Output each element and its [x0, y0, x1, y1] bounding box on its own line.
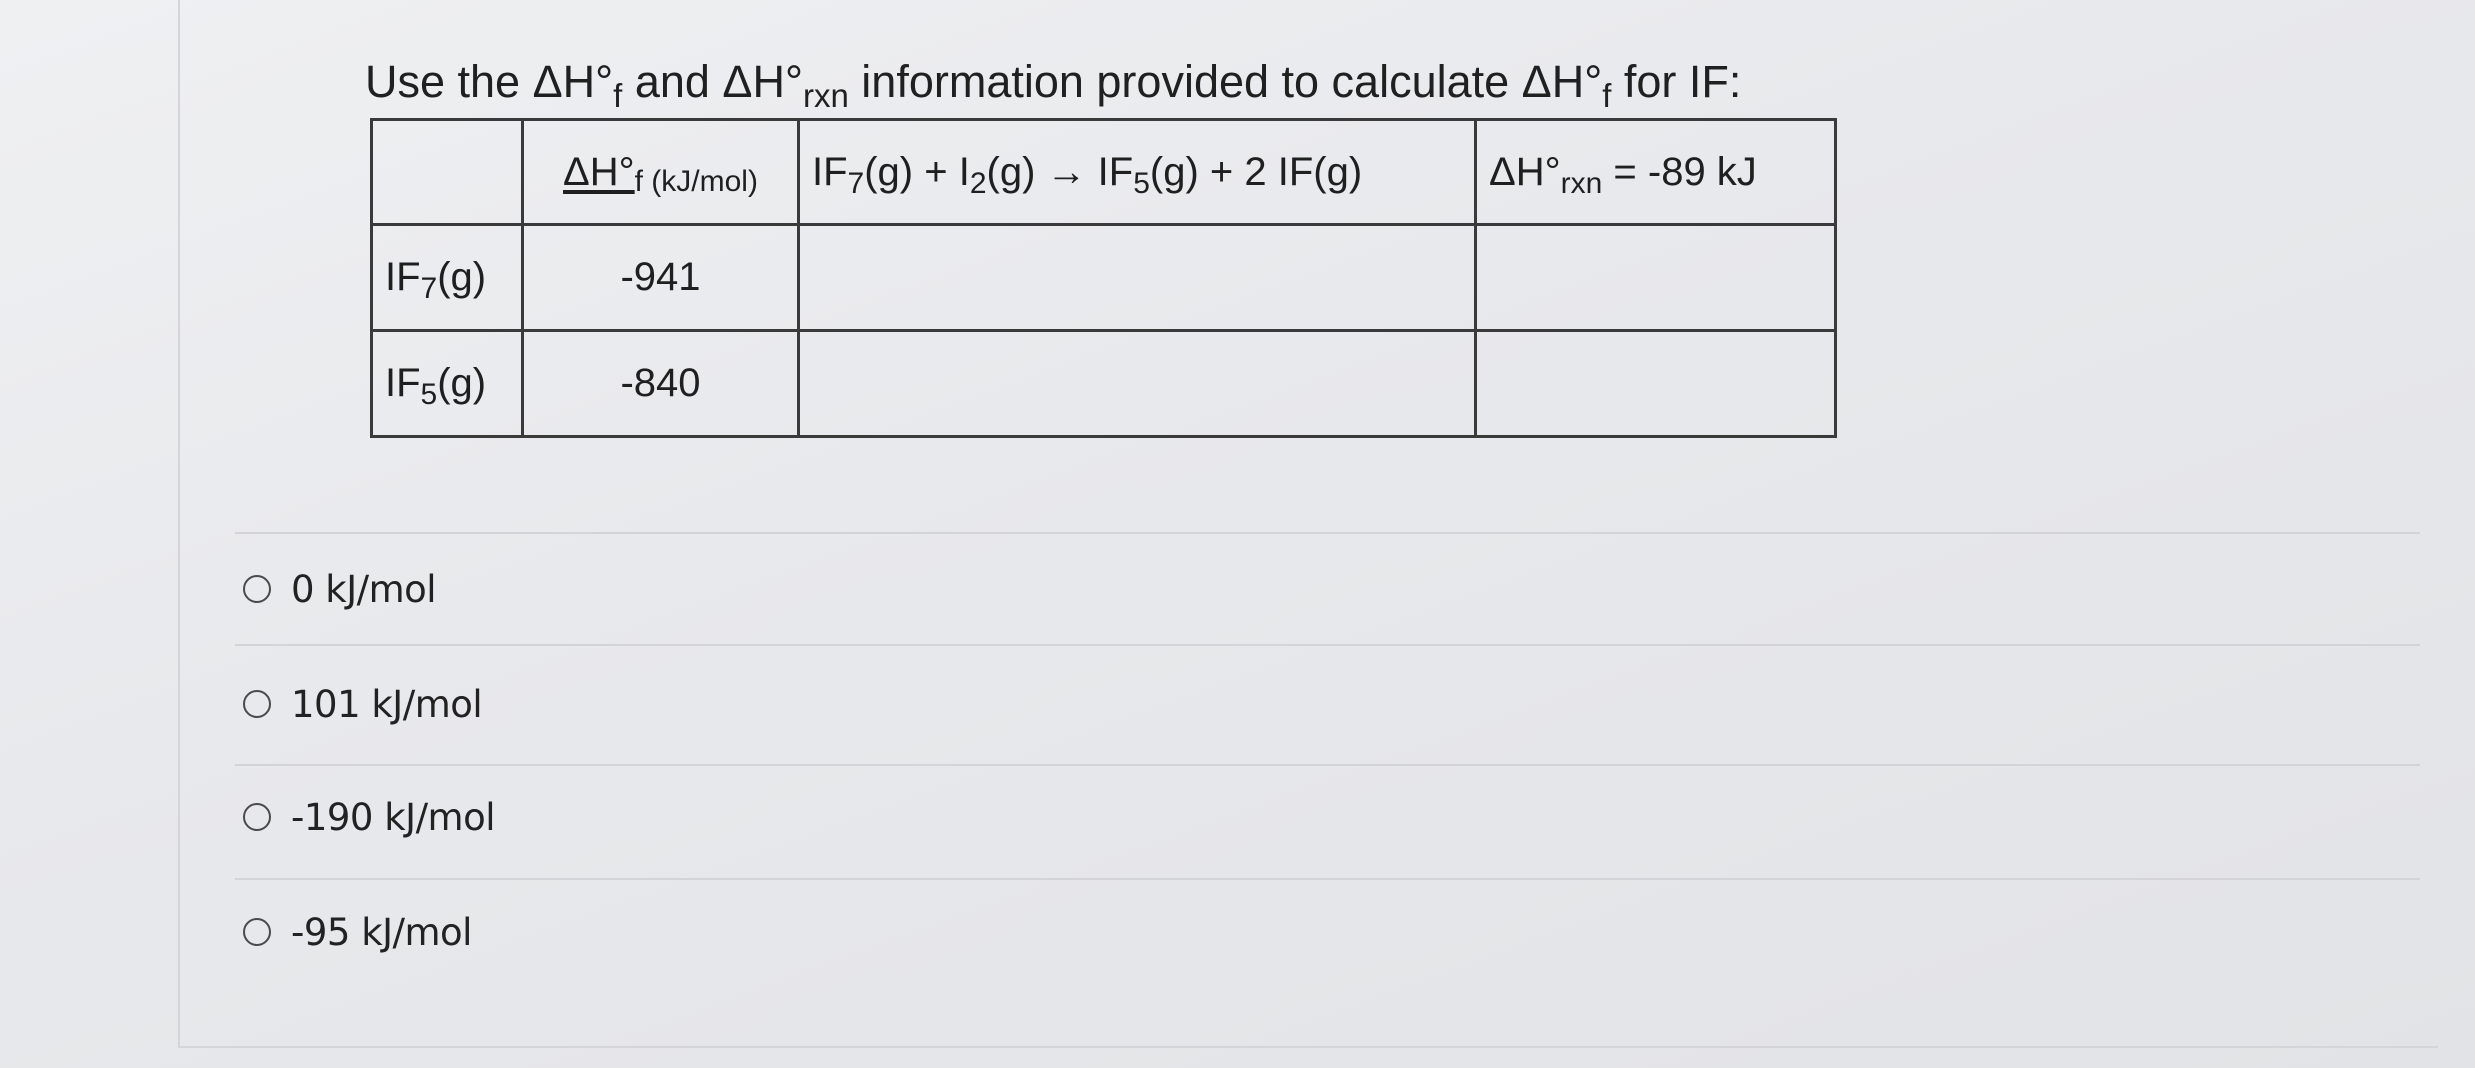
radio-button[interactable]: [243, 575, 271, 603]
header-cell-species: [372, 120, 523, 225]
answer-option[interactable]: [243, 907, 472, 957]
reaction-part: (g) + I: [864, 149, 970, 194]
option-divider: [235, 644, 2420, 646]
reaction-subscript: 5: [1133, 166, 1150, 200]
question-text-part: information provided to calculate ΔH°: [848, 56, 1603, 107]
reaction-part: (g) + 2 IF(g): [1149, 149, 1363, 194]
radio-button[interactable]: [243, 803, 271, 831]
species-cell: [372, 225, 523, 331]
option-divider: [235, 878, 2420, 880]
table-row: [372, 331, 1836, 437]
reaction-part: IF: [812, 149, 848, 194]
option-label: -95 kJ/mol: [291, 910, 472, 954]
species-name: IF: [385, 255, 421, 299]
header-cell-rxn-enthalpy: [1476, 120, 1836, 225]
reaction-subscript: 7: [847, 166, 865, 200]
question-subscript: f: [613, 77, 623, 114]
radio-button[interactable]: [243, 918, 271, 946]
answer-option[interactable]: [243, 792, 495, 842]
species-state: (g): [437, 361, 487, 405]
species-name: IF: [385, 361, 421, 405]
question-subscript: rxn: [802, 77, 849, 114]
header-cell-reaction: [799, 120, 1476, 225]
option-label: 0 kJ/mol: [291, 567, 437, 611]
radio-button[interactable]: [243, 690, 271, 718]
option-label: -190 kJ/mol: [291, 795, 495, 839]
question-text-part: and ΔH°: [622, 56, 803, 107]
rxn-enthalpy-subscript: rxn: [1560, 166, 1603, 200]
rxn-enthalpy-symbol: ΔH°: [1489, 149, 1561, 194]
table-row: [372, 225, 1836, 331]
header-cell-enthalpy: [523, 120, 799, 225]
header-enthalpy-sub: f (kJ/mol): [634, 164, 758, 198]
species-subscript: 7: [420, 272, 438, 305]
species-state: (g): [437, 255, 487, 299]
empty-cell: [799, 331, 1476, 437]
enthalpy-value-cell: -941: [523, 225, 799, 331]
table-header-row: [372, 120, 1836, 225]
question-text-part: Use the ΔH°: [365, 56, 614, 107]
empty-cell: [799, 225, 1476, 331]
species-subscript: 5: [420, 378, 438, 411]
empty-cell: [1476, 225, 1836, 331]
header-enthalpy-symbol: ΔH°: [563, 149, 635, 194]
question-text-part: for IF:: [1611, 56, 1742, 107]
answer-option[interactable]: [243, 564, 436, 614]
species-cell: [372, 331, 523, 437]
option-label: 101 kJ/mol: [291, 682, 483, 726]
answer-option[interactable]: [243, 679, 482, 729]
empty-cell: [1476, 331, 1836, 437]
enthalpy-value-cell: -840: [523, 331, 799, 437]
thermo-data-table: [370, 118, 1837, 438]
question-subscript: f: [1602, 77, 1612, 114]
question-text: [365, 52, 1741, 112]
rxn-enthalpy-value: = -89 kJ: [1602, 149, 1757, 194]
option-divider: [235, 764, 2420, 766]
reaction-part: (g) → IF: [986, 149, 1134, 194]
option-divider: [235, 532, 2420, 534]
reaction-subscript: 2: [969, 166, 987, 200]
